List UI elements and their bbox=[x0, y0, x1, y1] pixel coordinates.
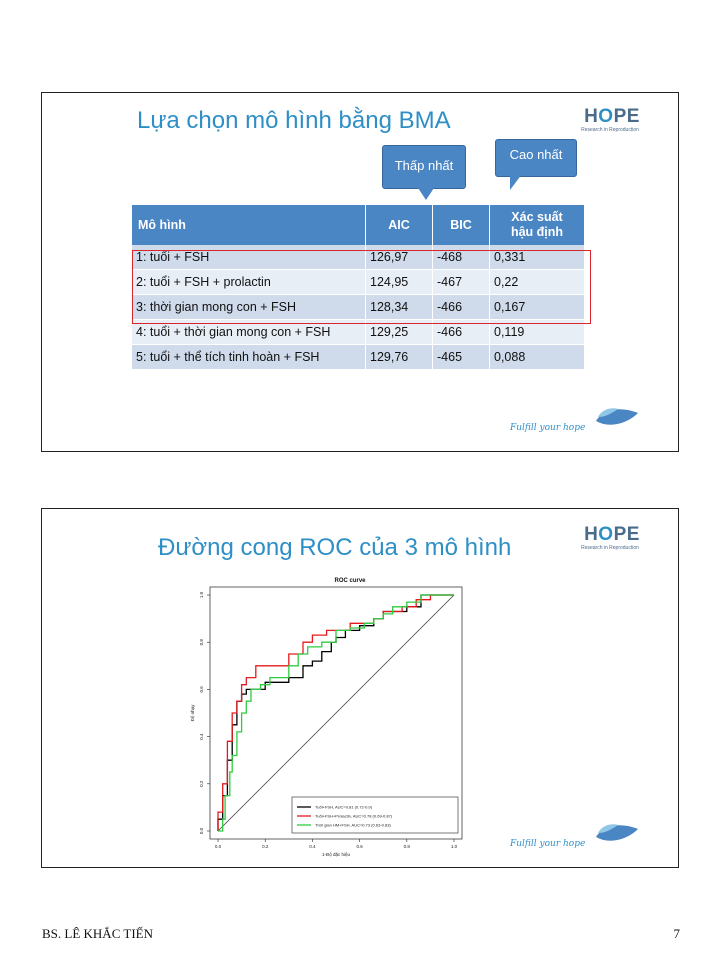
cell-bic: -466 bbox=[433, 320, 490, 345]
y-tick-label: 0.6 bbox=[199, 686, 204, 693]
tagline-logo bbox=[510, 823, 640, 851]
callout-highest-label: Cao nhất bbox=[509, 147, 563, 162]
y-axis bbox=[199, 591, 210, 834]
x-axis bbox=[215, 839, 458, 849]
header-prob bbox=[490, 205, 585, 245]
callout-highest bbox=[495, 139, 577, 177]
slide-title: Lựa chọn mô hình bằng BMA bbox=[137, 107, 451, 134]
cell-prob: 0,167 bbox=[490, 295, 585, 320]
slide-roc bbox=[41, 508, 679, 868]
tagline-text: Fulfill your hope bbox=[510, 839, 586, 849]
hope-logo bbox=[582, 107, 642, 133]
cell-model: 2: tuổi + FSH + prolactin bbox=[132, 270, 366, 295]
header-model: Mô hình bbox=[132, 205, 366, 245]
cell-aic: 128,34 bbox=[366, 295, 433, 320]
table-row bbox=[132, 270, 585, 295]
cell-bic: -468 bbox=[433, 245, 490, 270]
logo-word: HOPE bbox=[584, 106, 640, 127]
leaf-icon bbox=[594, 823, 640, 849]
cell-prob: 0,22 bbox=[490, 270, 585, 295]
table-row bbox=[132, 320, 585, 345]
legend-entry: Tuổi+FSH, AUC=0.81 (0.72-0.9) bbox=[315, 804, 372, 810]
leaf-icon bbox=[594, 407, 640, 433]
cell-aic: 129,76 bbox=[366, 345, 433, 370]
bma-table bbox=[132, 205, 585, 370]
table-row bbox=[132, 345, 585, 370]
cell-model: 4: tuổi + thời gian mong con + FSH bbox=[132, 320, 366, 345]
slide-title: Đường cong ROC của 3 mô hình bbox=[158, 534, 512, 561]
cell-aic: 126,97 bbox=[366, 245, 433, 270]
callout-lowest-label: Thấp nhất bbox=[394, 158, 454, 173]
tagline-logo bbox=[510, 407, 640, 435]
cell-aic: 129,25 bbox=[366, 320, 433, 345]
logo-subtitle: Research in Reproduction bbox=[581, 127, 639, 133]
x-tick-label: 0.2 bbox=[262, 844, 269, 849]
cell-prob: 0,119 bbox=[490, 320, 585, 345]
header-prob-line2: hậu định bbox=[510, 225, 564, 239]
x-tick-label: 0.0 bbox=[214, 844, 222, 849]
callout-lowest bbox=[382, 145, 466, 189]
header-bic: BIC bbox=[433, 205, 490, 245]
callout-tail bbox=[418, 188, 434, 200]
x-axis-label: 1-Độ đặc hiệu bbox=[321, 852, 351, 857]
cell-bic: -467 bbox=[433, 270, 490, 295]
cell-aic: 124,95 bbox=[366, 270, 433, 295]
hope-logo bbox=[582, 525, 642, 551]
header-aic: AIC bbox=[366, 205, 433, 245]
y-tick-label: 0.2 bbox=[199, 780, 204, 787]
y-tick-label: 0.0 bbox=[199, 827, 204, 835]
cell-model: 1: tuổi + FSH bbox=[132, 245, 366, 270]
x-tick-label: 0.4 bbox=[309, 844, 316, 849]
cell-bic: -466 bbox=[433, 295, 490, 320]
tagline-text: Fulfill your hope bbox=[510, 423, 586, 433]
x-tick-label: 0.6 bbox=[356, 844, 363, 849]
logo-subtitle: Research in Reproduction bbox=[581, 545, 639, 551]
cell-prob: 0,331 bbox=[490, 245, 585, 270]
x-tick-label: 1.0 bbox=[450, 844, 458, 849]
y-tick-label: 0.8 bbox=[199, 639, 204, 646]
legend-entry: Thời gian HM+FSH, AUC=0.73 (0.63-0.83) bbox=[315, 822, 391, 828]
cell-model: 3: thời gian mong con + FSH bbox=[132, 295, 366, 320]
roc-chart bbox=[188, 573, 512, 865]
slide-bma bbox=[41, 92, 679, 452]
footer-page-number: 7 bbox=[673, 926, 680, 941]
legend-entry: Tuổi+FSH+Prolactin, AUC=0.78 (0.69-0.87) bbox=[315, 813, 393, 819]
cell-prob: 0,088 bbox=[490, 345, 585, 370]
callout-tail bbox=[510, 174, 522, 190]
x-tick-label: 0.8 bbox=[403, 844, 410, 849]
table-header-row bbox=[132, 205, 585, 245]
chart-title: ROC curve bbox=[334, 578, 366, 584]
header-prob-line1: Xác suất bbox=[511, 210, 563, 224]
table-row bbox=[132, 295, 585, 320]
table-row bbox=[132, 245, 585, 270]
y-axis-label: Độ nhạy bbox=[190, 704, 195, 722]
logo-word: HOPE bbox=[584, 524, 640, 545]
y-tick-label: 0.4 bbox=[199, 733, 204, 740]
cell-model: 5: tuổi + thể tích tinh hoàn + FSH bbox=[132, 345, 366, 370]
footer-author: BS. LÊ KHẮC TIẾN bbox=[42, 926, 153, 941]
cell-bic: -465 bbox=[433, 345, 490, 370]
y-tick-label: 1.0 bbox=[199, 591, 204, 599]
chart-legend bbox=[292, 797, 458, 833]
